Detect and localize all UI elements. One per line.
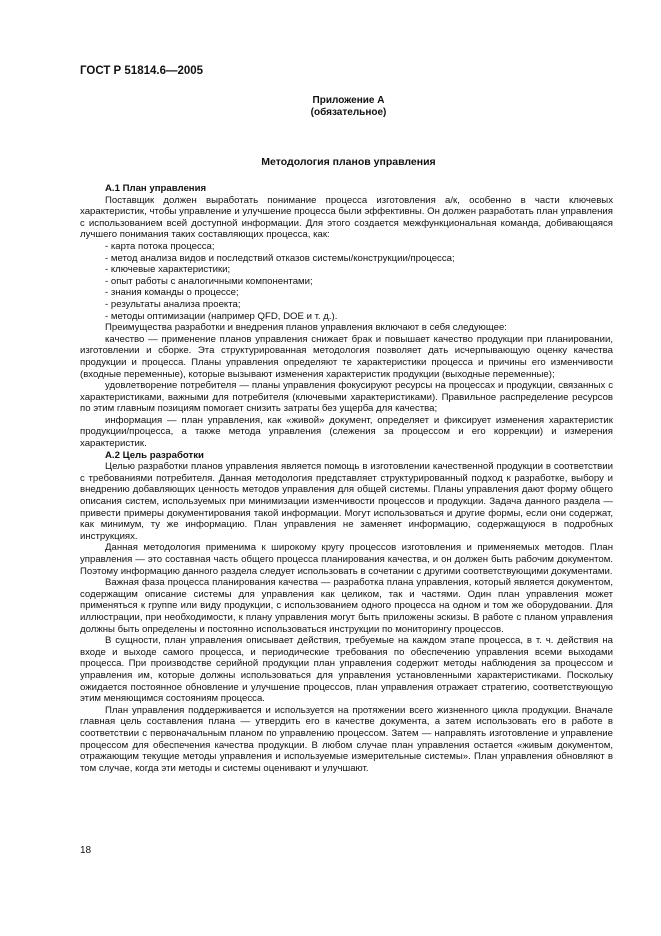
list-item: - знания команды о процессе; bbox=[105, 287, 239, 299]
document-code: ГОСТ Р 51814.6—2005 bbox=[80, 65, 204, 77]
paragraph: информация — план управления, как «живой» документ, определяет и фиксирует изменения характеристик продукции/процесса, а также метода управления (слежения за процессом и его коррекции) и измерения характеристик. bbox=[80, 414, 613, 450]
list-item: - карта потока процесса; bbox=[105, 240, 215, 252]
list-item: - ключевые характеристики; bbox=[105, 264, 231, 276]
paragraph: удовлетворение потребителя — планы управления фокусируют ресурсы на процессах и продукции, связанных с характеристиками, важными для потребителя (ключевыми характеристиками). Правильное распределение ресурсов по этим главным позициям помогает снизить затраты без ущерба для качества; bbox=[80, 380, 613, 415]
document-body bbox=[80, 183, 613, 774]
list-item: - метод анализа видов и последствий отказов системы/конструкции/процесса; bbox=[105, 252, 455, 264]
section-heading-a1: А.1 План управления bbox=[105, 183, 207, 194]
paragraph: В сущности, план управления описывает действия, требуемые на каждом этапе процесса, в т. ч. действия на входе и выходе самого процесса, и периодические требования по обеспечению управления всеми выходами процесса. При производстве серийной продукции план управления содержит методы наблюдения за процессом и управления им, которые должны использоваться для управления установленными характеристиками. Поскольку ожидается постоянное обновление и улучшение процессов, план управления отражает стратегию, соответствующую этим меняющимся состояниям процесса. bbox=[80, 635, 613, 705]
page-number: 18 bbox=[80, 845, 92, 856]
main-title: Методология планов управления bbox=[261, 156, 436, 168]
paragraph: Поставщик должен выработать понимание процесса изготовления а/к, особенно в части ключевых характеристик, чтобы управление и улучшение процесса были эффективны. Он должен разработать план управления с использованием всей доступной информации. Для этого создается межфункциональная команда, добивающаяся лучшего понимания таких составляющих процесса, как: bbox=[80, 194, 613, 241]
paragraph: Целью разработки планов управления является помощь в изготовлении качественной продукции в соответствии с требованиями потребителя. Данная методология представляет структурированный подход к разработке, выбору и внедрению добавляющих ценность методов управления для общей системы. Планы управления дают форму общего описания систем, используемых при минимизации изменчивости процессов и продукции. Задача данного раздела — привести примеры документирования такой информации. Могут использоваться и другие формы, если они содержат, как минимум, ту же информацию. План управления не заменяет информацию, содержащуюся в подробных инструкциях. bbox=[80, 461, 613, 542]
annex-title: Приложение А bbox=[312, 95, 385, 106]
list-item: - методы оптимизации (например QFD, DOE и т. д.). bbox=[105, 310, 338, 322]
paragraph: Важная фаза процесса планирования качества — разработка плана управления, который является документом, содержащим описание системы для управления как целиком, так и частями. Один план управления может применяться к группе или виду продукции, с использованием одного процесса на одном и том же оборудовании. Для иллюстрации, при необходимости, к плану управления могут быть приложены эскизы. В работе с планом управления должны быть определены и постоянно использоваться инструкции по мониторингу процессов. bbox=[80, 577, 613, 635]
paragraph: качество — применение планов управления снижает брак и повышает качество продукции при планировании, изготовлении и сборке. Эта структурированная методология позволяет дать исчерпывающую оценку качества продукции и процесса. Планы управления определяют те характеристики процесса и причины его изменчивости (входные переменные), которые вызывают изменения характеристик продукции (выходные переменные); bbox=[80, 333, 613, 380]
annex-status: (обязательное) bbox=[310, 107, 387, 118]
paragraph: Преимущества разработки и внедрения планов управления включают в себя следующее: bbox=[105, 322, 507, 334]
list-item: - опыт работы с аналогичными компонентами; bbox=[105, 275, 313, 287]
section-heading-a2: А.2 Цель разработки bbox=[105, 449, 204, 461]
paragraph: Данная методология применима к широкому кругу процессов изготовления и применяемых методов. План управления — это составная часть общего процесса планирования качества, и он должен быть рабочим документом. Поэтому информацию данного раздела следует использовать в сочетании с другими соответствующими документами. bbox=[80, 542, 613, 577]
paragraph: План управления поддерживается и используется на протяжении всего жизненного цикла продукции. Вначале главная цель составления плана — утвердить его в качестве документа, а затем использовать его в работе в соответствии с первоначальным планом по управлению процессом. Затем — направлять изготовление и управление процессом для обеспечения качества продукции. В любом случае план управления остается «живым документом, отражающим текущие методы управления и используемые измерительные системы». План управления обновляют в том случае, когда эти методы и системы оценивают и улучшают. bbox=[80, 704, 613, 774]
list-item: - результаты анализа проекта; bbox=[105, 298, 241, 310]
